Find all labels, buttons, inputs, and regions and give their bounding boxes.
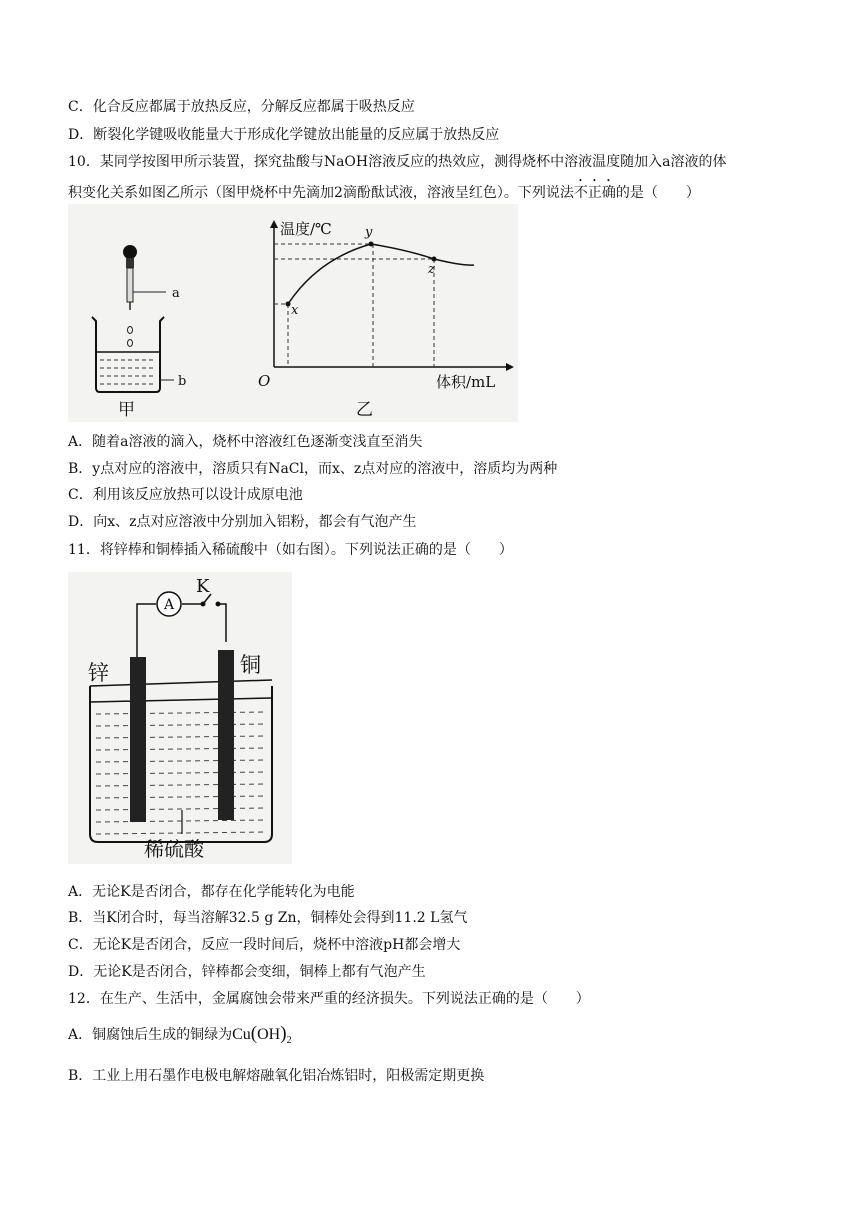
copper-electrode: [218, 650, 234, 820]
temperature-chart: [258, 220, 514, 420]
q11-figure: [68, 572, 292, 864]
q12-option-a: [68, 1024, 292, 1050]
q10-stem-line2: [68, 177, 700, 203]
switch-label: K: [196, 576, 210, 597]
q10-stem-emphasis: 不正确: [573, 185, 616, 201]
switch-pivot: [201, 602, 206, 607]
label-b: b: [178, 374, 187, 389]
zinc-label: 锌: [88, 661, 109, 685]
point-y: [369, 242, 374, 247]
switch-contact: [216, 602, 221, 607]
dropper-icon: [123, 245, 166, 310]
q9-option-d: D．断裂化学键吸收能量大于形成化学键放出能量的反应属于放热反应: [68, 127, 500, 143]
acid-label: 稀硫酸: [144, 837, 204, 861]
origin-label: O: [258, 372, 271, 390]
caption-jia: 甲: [118, 400, 135, 420]
q12-formula-paren-open: (: [250, 1023, 258, 1044]
q10-figure-svg: [68, 204, 518, 422]
q10-stem-tail: 的是（ ）: [615, 185, 700, 201]
q9-option-c: C．化合反应都属于放热反应，分解反应都属于吸热反应: [68, 99, 415, 115]
beaker-icon: [90, 680, 272, 842]
point-z: [432, 257, 437, 262]
zinc-electrode: [130, 657, 146, 822]
drops-icon: [128, 327, 133, 347]
q11-stem: 11．将锌棒和铜棒插入稀硫酸中（如右图）。下列说法正确的是（ ）: [68, 542, 513, 558]
copper-label: 铜: [240, 653, 261, 677]
beaker-icon: [92, 317, 174, 392]
q12-option-a-text: A．铜腐蚀后生成的铜绿为: [68, 1027, 233, 1043]
q11-figure-svg: [68, 572, 292, 864]
point-x: [286, 302, 291, 307]
q12-formula-paren-close: ): [280, 1023, 287, 1044]
q12-formula-oh: OH: [257, 1026, 281, 1043]
ammeter-label: A: [163, 597, 175, 613]
q10-figure: [68, 204, 518, 422]
q11-option-b: B．当K闭合时，每当溶解32.5 g Zn，铜棒处会得到11.2 L氢气: [68, 910, 468, 926]
q10-option-a: A．随着a溶液的滴入，烧杯中溶液红色逐渐变浅直至消失: [68, 434, 423, 450]
q10-option-b: B．y点对应的溶液中，溶质只有NaCl，而x、z点对应的溶液中，溶质均为两种: [68, 461, 558, 477]
y-axis-label: 温度/℃: [280, 220, 332, 238]
q10-option-d: D．向x、z点对应溶液中分别加入铝粉，都会有气泡产生: [68, 514, 417, 530]
q10-stem-line1: 10．某同学按图甲所示装置，探究盐酸与NaOH溶液反应的热效应，测得烧杯中溶液温度随加入a溶液的体: [68, 154, 727, 170]
q12-formula-subscript: 2: [286, 1034, 292, 1046]
x-axis-label: 体积/mL: [436, 373, 496, 391]
label-point-y: y: [365, 225, 373, 240]
q10-option-c: C．利用该反应放热可以设计成原电池: [68, 487, 303, 503]
q11-option-c: C．无论K是否闭合，反应一段时间后，烧杯中溶液pH都会增大: [68, 937, 461, 953]
temperature-curve: [288, 244, 474, 304]
q10-stem-text: 积变化关系如图乙所示（图甲烧杯中先滴加2滴酚酞试液，溶液呈红色）。下列说法: [68, 185, 574, 201]
label-point-x: x: [291, 303, 299, 318]
q11-option-a: A．无论K是否闭合，都存在化学能转化为电能: [68, 884, 355, 900]
q12-stem: 12．在生产、生活中，金属腐蚀会带来严重的经济损失。下列说法正确的是（ ）: [68, 991, 590, 1007]
q12-option-b: B．工业上用石墨作电极电解熔融氧化铝冶炼铝时，阳极需定期更换: [68, 1068, 485, 1084]
caption-yi: 乙: [356, 400, 373, 420]
q11-option-d: D．无论K是否闭合，锌棒都会变细，铜棒上都有气泡产生: [68, 964, 426, 980]
label-a: a: [172, 286, 180, 301]
q12-formula-cu: Cu: [232, 1026, 251, 1043]
label-point-z: z: [428, 262, 435, 277]
